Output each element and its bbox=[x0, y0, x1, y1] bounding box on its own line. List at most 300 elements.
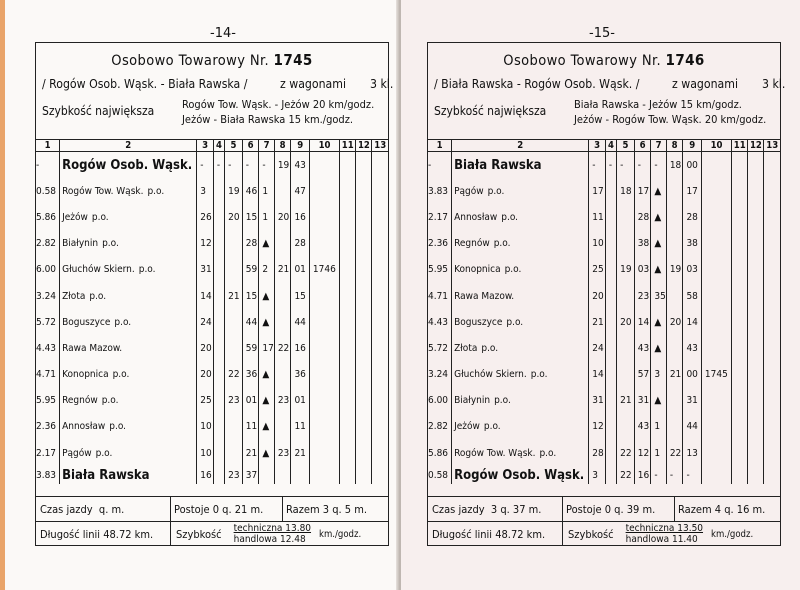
empty-cell bbox=[748, 152, 764, 179]
stop-type: p.o. bbox=[483, 421, 501, 433]
time-cell bbox=[701, 257, 731, 283]
time-cell bbox=[274, 231, 291, 257]
time-cell bbox=[605, 440, 616, 466]
stops-time bbox=[174, 497, 263, 521]
time-cell: 28 bbox=[589, 440, 606, 466]
column-header: 6 bbox=[634, 139, 651, 152]
column-header: 12 bbox=[356, 139, 372, 152]
time-cell: 15 bbox=[242, 283, 259, 309]
time-cell bbox=[701, 440, 731, 466]
station-cell bbox=[60, 178, 197, 204]
stop-type: p.o. bbox=[493, 238, 511, 250]
time-cell: 11 bbox=[589, 204, 606, 230]
time-cell: 3 bbox=[651, 362, 666, 388]
time-cell: 43 bbox=[634, 414, 651, 440]
empty-cell bbox=[372, 440, 388, 466]
time-cell: - bbox=[605, 152, 616, 179]
time-cell: 47 bbox=[291, 178, 309, 204]
table-row bbox=[36, 335, 388, 361]
empty-cell bbox=[372, 204, 388, 230]
station-name: Rogów Tow. Wąsk. bbox=[62, 185, 144, 197]
stop-type: p.o. bbox=[539, 447, 557, 459]
time-cell: 15 bbox=[291, 283, 309, 309]
column-header: 8 bbox=[274, 139, 291, 152]
timetable-table bbox=[36, 139, 388, 484]
time-cell: 36 bbox=[291, 362, 309, 388]
time-cell: ▲ bbox=[651, 335, 666, 361]
station-cell bbox=[452, 466, 589, 484]
time-cell: 28 bbox=[242, 231, 259, 257]
empty-cell bbox=[340, 362, 356, 388]
time-cell bbox=[666, 178, 683, 204]
time-cell: 28 bbox=[634, 204, 651, 230]
time-cell bbox=[213, 388, 224, 414]
speed-unit: km./godz. bbox=[711, 528, 754, 540]
stop-type: p.o. bbox=[114, 316, 132, 328]
time-cell: 20 bbox=[225, 204, 243, 230]
time-cell: 20 bbox=[589, 283, 606, 309]
time-cell: 22 bbox=[617, 440, 635, 466]
table-row bbox=[36, 388, 388, 414]
empty-cell bbox=[764, 362, 780, 388]
distance-cell: 5.95 bbox=[428, 264, 449, 276]
time-cell: ▲ bbox=[259, 440, 274, 466]
title-prefix: Osobowo Towarowy Nr. bbox=[503, 53, 661, 69]
stop-type: p.o. bbox=[530, 369, 548, 381]
time-cell: 21 bbox=[666, 362, 683, 388]
time-cell: 14 bbox=[589, 362, 606, 388]
empty-cell bbox=[748, 388, 764, 414]
route-text: / Rogów Osob. Wąsk. - Biała Rawska / bbox=[42, 77, 248, 91]
empty-cell bbox=[372, 388, 388, 414]
empty-cell bbox=[764, 440, 780, 466]
stop-type: p.o. bbox=[487, 185, 505, 197]
stops-value: 0 q. 21 m. bbox=[212, 502, 264, 516]
stop-type: p.o. bbox=[501, 211, 519, 223]
empty-cell bbox=[356, 231, 372, 257]
time-cell: 21 bbox=[617, 388, 635, 414]
time-cell bbox=[309, 231, 339, 257]
time-cell: 10 bbox=[589, 231, 606, 257]
time-cell: 1746 bbox=[309, 257, 339, 283]
stop-type: p.o. bbox=[101, 395, 119, 407]
time-cell bbox=[666, 204, 683, 230]
distance-cell: 6.00 bbox=[36, 264, 57, 276]
table-row bbox=[36, 231, 388, 257]
footer-length bbox=[36, 521, 388, 546]
time-cell: ▲ bbox=[259, 283, 274, 309]
time-cell: 23 bbox=[225, 466, 243, 484]
time-cell: - bbox=[683, 466, 701, 484]
stop-type: p.o. bbox=[109, 421, 127, 433]
time-cell: 16 bbox=[197, 466, 214, 484]
empty-cell bbox=[764, 257, 780, 283]
time-cell: 16 bbox=[291, 204, 309, 230]
time-cell: ▲ bbox=[259, 414, 274, 440]
time-cell: ▲ bbox=[651, 178, 666, 204]
time-cell bbox=[701, 309, 731, 335]
station-cell bbox=[452, 283, 589, 309]
time-cell bbox=[701, 178, 731, 204]
time-cell: 01 bbox=[291, 388, 309, 414]
time-cell: 18 bbox=[666, 152, 683, 179]
distance-cell: 2.36 bbox=[36, 421, 57, 433]
time-cell: 20 bbox=[274, 204, 291, 230]
station-cell bbox=[60, 152, 197, 179]
time-cell bbox=[213, 335, 224, 361]
distance-cell: 2.17 bbox=[36, 447, 57, 459]
time-cell: 16 bbox=[634, 466, 651, 484]
distance-cell: 4.71 bbox=[36, 369, 57, 381]
time-cell: 19 bbox=[666, 257, 683, 283]
time-cell: 03 bbox=[683, 257, 701, 283]
time-cell bbox=[274, 309, 291, 335]
time-cell: 21 bbox=[225, 283, 243, 309]
length-value: 48.72 km. bbox=[103, 527, 154, 541]
time-cell bbox=[617, 335, 635, 361]
travel-time-label: Czas jazdy bbox=[40, 502, 93, 516]
time-cell: 31 bbox=[589, 388, 606, 414]
empty-cell bbox=[764, 204, 780, 230]
station-name: Regnów bbox=[62, 395, 98, 407]
station-cell bbox=[452, 152, 589, 179]
distance-cell: 2.82 bbox=[428, 421, 449, 433]
time-cell: 44 bbox=[242, 309, 259, 335]
time-cell: 21 bbox=[274, 257, 291, 283]
time-cell: - bbox=[242, 152, 259, 179]
station-name: Rogów Tow. Wąsk. bbox=[454, 447, 536, 459]
table-row bbox=[36, 257, 388, 283]
empty-cell bbox=[732, 466, 748, 484]
column-header: 7 bbox=[259, 139, 274, 152]
station-cell bbox=[452, 309, 589, 335]
time-cell: 20 bbox=[617, 309, 635, 335]
empty-cell bbox=[764, 309, 780, 335]
total-label: Razem bbox=[678, 502, 712, 516]
empty-cell bbox=[372, 257, 388, 283]
time-cell: ▲ bbox=[259, 388, 274, 414]
commercial-speed: handlowa 11.40 bbox=[625, 534, 698, 545]
time-cell: 14 bbox=[197, 283, 214, 309]
station-name: Regnów bbox=[454, 238, 490, 250]
empty-cell bbox=[340, 231, 356, 257]
time-cell: 24 bbox=[589, 335, 606, 361]
station-name: Białynin bbox=[62, 238, 99, 250]
empty-cell bbox=[732, 257, 748, 283]
speed-line: Biała Rawska - Jeżów 15 km/godz. bbox=[574, 98, 742, 111]
time-cell: 01 bbox=[291, 257, 309, 283]
right-page bbox=[401, 0, 800, 590]
time-cell bbox=[605, 414, 616, 440]
empty-cell bbox=[372, 231, 388, 257]
time-cell bbox=[666, 414, 683, 440]
empty-cell bbox=[748, 466, 764, 484]
time-cell: 12 bbox=[634, 440, 651, 466]
station-name: Głuchów Skiern. bbox=[62, 264, 135, 276]
time-cell: - bbox=[225, 152, 243, 179]
time-cell bbox=[309, 309, 339, 335]
empty-cell bbox=[356, 388, 372, 414]
time-cell: 26 bbox=[197, 204, 214, 230]
time-cell: 15 bbox=[242, 204, 259, 230]
time-cell: - bbox=[259, 152, 274, 179]
time-cell: 03 bbox=[634, 257, 651, 283]
travel-time bbox=[40, 497, 124, 521]
empty-cell bbox=[372, 152, 388, 179]
time-cell bbox=[309, 466, 339, 484]
column-header: 6 bbox=[242, 139, 259, 152]
time-cell: ▲ bbox=[259, 231, 274, 257]
time-cell bbox=[213, 466, 224, 484]
empty-cell bbox=[764, 388, 780, 414]
table-row bbox=[428, 204, 780, 230]
time-cell: 12 bbox=[197, 231, 214, 257]
time-cell: 17 bbox=[634, 178, 651, 204]
time-cell: 19 bbox=[274, 152, 291, 179]
travel-time-value: q. m. bbox=[98, 502, 125, 516]
distance-cell: 5.72 bbox=[428, 342, 449, 354]
time-cell bbox=[274, 178, 291, 204]
stop-type: p.o. bbox=[138, 264, 156, 276]
empty-cell bbox=[372, 335, 388, 361]
travel-time-value: 3 q. 37 m. bbox=[490, 502, 542, 516]
distance-cell: 2.82 bbox=[36, 238, 57, 250]
table-row bbox=[36, 414, 388, 440]
station-name: Jeżów bbox=[62, 211, 88, 223]
time-cell: ▲ bbox=[259, 309, 274, 335]
time-cell: 21 bbox=[589, 309, 606, 335]
station-cell bbox=[60, 257, 197, 283]
empty-cell bbox=[748, 335, 764, 361]
train-number: 1745 bbox=[273, 51, 313, 69]
table-row bbox=[36, 466, 388, 484]
time-cell bbox=[213, 231, 224, 257]
station-name: Annosław bbox=[62, 421, 106, 433]
time-cell: 10 bbox=[197, 414, 214, 440]
station-name: Złota bbox=[454, 342, 478, 354]
time-cell bbox=[617, 362, 635, 388]
stops-time bbox=[566, 497, 655, 521]
empty-cell bbox=[732, 152, 748, 179]
column-header: 9 bbox=[683, 139, 701, 152]
station-name: Pągów bbox=[454, 185, 484, 197]
column-header: 7 bbox=[651, 139, 666, 152]
empty-cell bbox=[356, 152, 372, 179]
station-cell bbox=[452, 257, 589, 283]
station-name: Boguszyce bbox=[454, 316, 503, 328]
distance-cell: 3.24 bbox=[428, 369, 449, 381]
time-cell: - bbox=[617, 152, 635, 179]
time-cell: ▲ bbox=[651, 231, 666, 257]
table-row bbox=[428, 440, 780, 466]
empty-cell bbox=[340, 309, 356, 335]
column-header: 10 bbox=[701, 139, 731, 152]
time-cell: 19 bbox=[617, 257, 635, 283]
time-cell bbox=[309, 335, 339, 361]
title-prefix: Osobowo Towarowy Nr. bbox=[111, 53, 269, 69]
empty-cell bbox=[748, 257, 764, 283]
empty-cell bbox=[748, 231, 764, 257]
empty-cell bbox=[764, 231, 780, 257]
empty-cell bbox=[732, 335, 748, 361]
station-cell bbox=[60, 231, 197, 257]
empty-cell bbox=[356, 362, 372, 388]
empty-cell bbox=[372, 309, 388, 335]
time-cell bbox=[605, 257, 616, 283]
station-cell bbox=[60, 440, 197, 466]
empty-cell bbox=[764, 466, 780, 484]
speed-line: Rogów Tow. Wąsk. - Jeżów 20 km/godz. bbox=[182, 98, 375, 111]
station-cell bbox=[60, 388, 197, 414]
time-cell: 1 bbox=[259, 178, 274, 204]
station-cell bbox=[60, 466, 197, 484]
stop-type: p.o. bbox=[504, 264, 522, 276]
timetable-table bbox=[428, 139, 780, 484]
footer-times bbox=[428, 496, 780, 521]
column-header: 4 bbox=[605, 139, 616, 152]
train-title bbox=[36, 51, 388, 69]
table-row bbox=[428, 178, 780, 204]
time-cell: 38 bbox=[683, 231, 701, 257]
column-header: 5 bbox=[225, 139, 243, 152]
page-number: -14- bbox=[210, 26, 236, 41]
time-cell bbox=[666, 335, 683, 361]
empty-cell bbox=[340, 152, 356, 179]
time-cell: 59 bbox=[242, 335, 259, 361]
distance-cell: 5.86 bbox=[428, 447, 449, 459]
empty-cell bbox=[372, 362, 388, 388]
distance-cell: 5.72 bbox=[36, 316, 57, 328]
time-cell: 31 bbox=[683, 388, 701, 414]
station-cell bbox=[60, 414, 197, 440]
time-cell: 43 bbox=[683, 335, 701, 361]
stop-type: p.o. bbox=[89, 290, 107, 302]
station-cell bbox=[452, 440, 589, 466]
travel-time-label: Czas jazdy bbox=[432, 502, 485, 516]
empty-cell bbox=[356, 466, 372, 484]
station-name: Pągów bbox=[62, 447, 92, 459]
time-cell: 18 bbox=[617, 178, 635, 204]
empty-cell bbox=[732, 440, 748, 466]
empty-cell bbox=[732, 283, 748, 309]
stop-type: p.o. bbox=[91, 211, 109, 223]
station-name: Białynin bbox=[454, 395, 491, 407]
time-cell bbox=[701, 204, 731, 230]
empty-cell bbox=[356, 440, 372, 466]
distance-cell: - bbox=[428, 159, 432, 171]
empty-cell bbox=[356, 178, 372, 204]
empty-cell bbox=[340, 414, 356, 440]
column-header: 1 bbox=[36, 139, 60, 152]
column-header: 9 bbox=[291, 139, 309, 152]
empty-cell bbox=[340, 257, 356, 283]
time-cell: 24 bbox=[197, 309, 214, 335]
distance-cell: 0.58 bbox=[36, 185, 57, 197]
time-cell: 25 bbox=[589, 257, 606, 283]
column-header: 11 bbox=[732, 139, 748, 152]
empty-cell bbox=[340, 440, 356, 466]
distance-cell: 3.83 bbox=[36, 469, 57, 481]
time-cell: 17 bbox=[589, 178, 606, 204]
time-cell: 22 bbox=[666, 440, 683, 466]
time-cell: 44 bbox=[291, 309, 309, 335]
time-cell bbox=[225, 257, 243, 283]
empty-cell bbox=[732, 231, 748, 257]
time-cell: 22 bbox=[617, 466, 635, 484]
time-cell: - bbox=[589, 152, 606, 179]
column-header-row bbox=[36, 139, 388, 152]
speed-summary bbox=[176, 522, 361, 546]
station-cell bbox=[60, 362, 197, 388]
train-number: 1746 bbox=[665, 51, 705, 69]
speed-summary bbox=[568, 522, 753, 546]
column-header: 12 bbox=[748, 139, 764, 152]
empty-cell bbox=[764, 152, 780, 179]
stop-type: p.o. bbox=[95, 447, 113, 459]
distance-cell: 6.00 bbox=[428, 395, 449, 407]
table-row bbox=[36, 204, 388, 230]
time-cell bbox=[225, 414, 243, 440]
empty-cell bbox=[748, 362, 764, 388]
column-header: 10 bbox=[309, 139, 339, 152]
time-cell bbox=[701, 466, 731, 484]
time-cell: 23 bbox=[634, 283, 651, 309]
empty-cell bbox=[748, 283, 764, 309]
station-name: Rogów Osob. Wąsk. bbox=[62, 157, 193, 173]
station-name: Rawa Mazow. bbox=[454, 290, 515, 302]
footer-length bbox=[428, 521, 780, 546]
speed-line: Jeżów - Rogów Tow. Wąsk. 20 km/godz. bbox=[574, 113, 767, 126]
distance-cell: 5.86 bbox=[36, 211, 57, 223]
timetable-frame bbox=[427, 42, 786, 546]
time-cell: 12 bbox=[589, 414, 606, 440]
empty-cell bbox=[764, 283, 780, 309]
empty-cell bbox=[340, 388, 356, 414]
time-cell bbox=[274, 414, 291, 440]
time-cell bbox=[309, 440, 339, 466]
time-cell: 22 bbox=[225, 362, 243, 388]
time-cell bbox=[309, 362, 339, 388]
footer-times bbox=[36, 496, 388, 521]
time-cell bbox=[213, 204, 224, 230]
distance-cell: 5.95 bbox=[36, 395, 57, 407]
empty-cell bbox=[732, 388, 748, 414]
time-cell: 37 bbox=[242, 466, 259, 484]
empty-cell bbox=[340, 204, 356, 230]
time-cell: 44 bbox=[683, 414, 701, 440]
empty-cell bbox=[732, 414, 748, 440]
table-row bbox=[428, 466, 780, 484]
time-cell: ▲ bbox=[651, 388, 666, 414]
station-cell bbox=[60, 204, 197, 230]
table-row bbox=[36, 309, 388, 335]
time-cell bbox=[617, 414, 635, 440]
time-cell bbox=[605, 466, 616, 484]
time-cell: 20 bbox=[666, 309, 683, 335]
empty-cell bbox=[340, 335, 356, 361]
station-cell bbox=[452, 204, 589, 230]
commercial-speed: handlowa 12.48 bbox=[233, 534, 306, 545]
table-row bbox=[428, 257, 780, 283]
time-cell: 28 bbox=[291, 231, 309, 257]
station-name: Biała Rawska bbox=[62, 467, 150, 483]
distance-cell: 0.58 bbox=[428, 469, 449, 481]
stop-type: p.o. bbox=[147, 185, 165, 197]
station-cell bbox=[452, 178, 589, 204]
station-cell bbox=[452, 362, 589, 388]
empty-cell bbox=[732, 204, 748, 230]
time-cell: 23 bbox=[274, 440, 291, 466]
